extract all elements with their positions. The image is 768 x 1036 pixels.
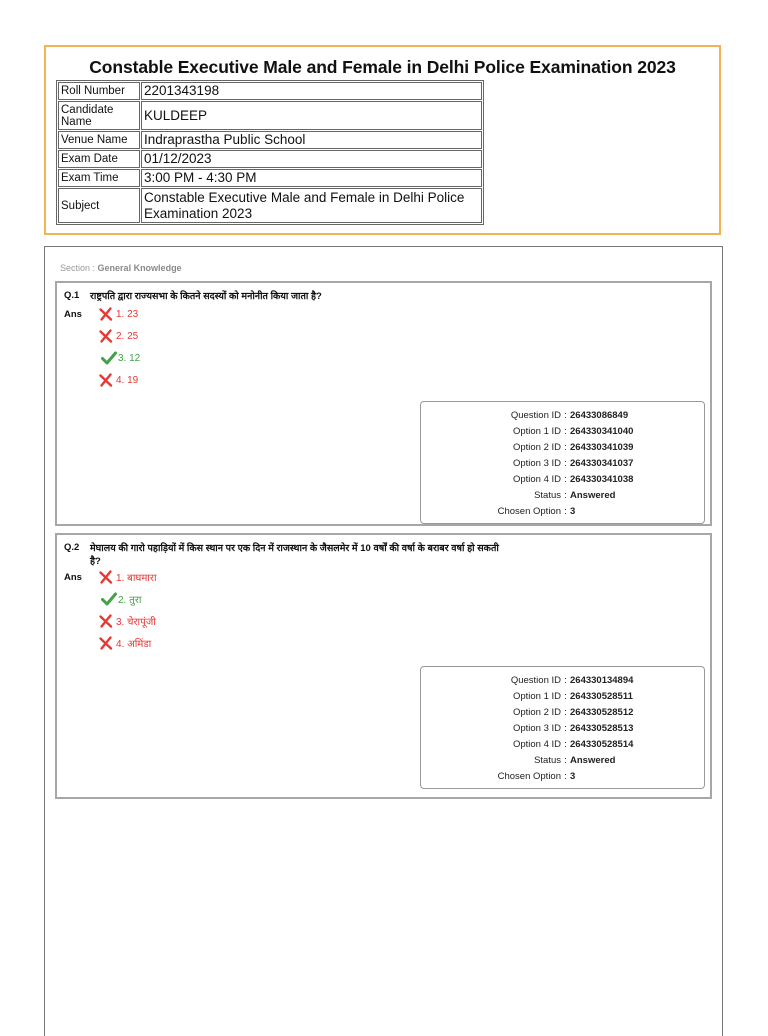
meta-option2-id: Option 2 ID : 264330528512: [512, 707, 634, 718]
option-label: 2. तुरा: [118, 595, 142, 606]
exam-header: [44, 45, 721, 235]
meta-option3-id: Option 3 ID : 264330341037: [512, 458, 634, 469]
question-text: राष्ट्रपति द्वारा राज्यसभा के कितने सदस्यों को मनोनीत किया जाता है?: [90, 291, 322, 302]
response-sheet: [44, 246, 723, 1036]
option-label: 4. 19: [116, 374, 139, 386]
option-item: [98, 372, 138, 388]
cross-icon: [98, 328, 114, 344]
meta-question-id: Question ID : 264330134894: [510, 675, 634, 686]
question-meta-panel: [420, 401, 705, 524]
meta-option4-id: Option 4 ID : 264330528514: [512, 739, 634, 750]
info-label: Candidate Name: [58, 101, 140, 130]
option-item-correct: [98, 591, 142, 607]
section-name: General Knowledge: [97, 263, 182, 273]
option-label: 3. 12: [118, 352, 141, 364]
candidate-info-table: [56, 80, 484, 225]
section-prefix: Section :: [60, 263, 96, 273]
cross-icon: [98, 306, 114, 322]
answer-label: Ans: [64, 309, 82, 320]
meta-option4-id: Option 4 ID : 264330341038: [512, 474, 634, 485]
option-item-correct: [98, 350, 140, 366]
info-row-exam-date: [58, 150, 482, 168]
question-meta-panel: [420, 666, 705, 789]
info-label: Exam Date: [58, 150, 140, 168]
option-label: 2. 25: [116, 330, 139, 342]
exam-title: Constable Executive Male and Female in Delhi Police Examination 2023: [89, 57, 676, 77]
info-value: KULDEEP: [141, 101, 482, 130]
info-label: Roll Number: [58, 82, 140, 100]
check-icon: [101, 350, 117, 366]
option-item: [98, 328, 138, 344]
option-item: [98, 613, 156, 629]
meta-option1-id: Option 1 ID : 264330341040: [512, 426, 634, 437]
question-number: Q.1: [64, 290, 80, 301]
info-row-roll-number: [58, 82, 482, 100]
info-row-subject: [58, 188, 482, 223]
section-heading: [60, 263, 182, 273]
option-item: [98, 635, 151, 651]
cross-icon: [98, 372, 114, 388]
meta-status: Status : Answered: [534, 490, 616, 501]
option-label: 3. चेरापूंजी: [116, 617, 156, 628]
cross-icon: [98, 635, 114, 651]
question-number: Q.2: [64, 542, 80, 553]
meta-status: Status : Answered: [534, 755, 616, 766]
cross-icon: [98, 613, 114, 629]
meta-option2-id: Option 2 ID : 264330341039: [512, 442, 634, 453]
info-label: Subject: [58, 188, 140, 223]
option-item: [98, 569, 157, 585]
meta-chosen-option: Chosen Option : 3: [497, 771, 576, 782]
info-value: 3:00 PM - 4:30 PM: [141, 169, 482, 187]
option-label: 4. अमिंडा: [116, 639, 152, 650]
meta-chosen-option: Chosen Option : 3: [497, 506, 576, 517]
question-card: [55, 281, 712, 526]
meta-option3-id: Option 3 ID : 264330528513: [512, 723, 634, 734]
cross-icon: [98, 569, 114, 585]
info-value: Constable Executive Male and Female in Delhi Police Examination 2023: [141, 188, 482, 223]
info-value: 01/12/2023: [141, 150, 482, 168]
info-row-exam-time: [58, 169, 482, 187]
info-value: 2201343198: [141, 82, 482, 100]
check-icon: [101, 591, 117, 607]
info-row-candidate-name: [58, 101, 482, 130]
meta-question-id: Question ID : 26433086849: [510, 410, 629, 421]
question-text: मेघालय की गारो पहाड़ियों में किस स्थान पर एक दिन में राजस्थान के जैसलमेर में 10 वर्षों की वर्षा के बराबर वर्षा हो सकती है?: [90, 543, 499, 567]
meta-option1-id: Option 1 ID : 264330528511: [512, 691, 633, 702]
option-item: [98, 306, 138, 322]
info-label: Exam Time: [58, 169, 140, 187]
option-label: 1. 23: [116, 308, 139, 320]
info-value: Indraprastha Public School: [141, 131, 482, 149]
info-label: Venue Name: [58, 131, 140, 149]
answer-label: Ans: [64, 572, 82, 583]
option-label: 1. बाघमारा: [116, 573, 157, 584]
question-card: [55, 533, 712, 799]
info-row-venue-name: [58, 131, 482, 149]
